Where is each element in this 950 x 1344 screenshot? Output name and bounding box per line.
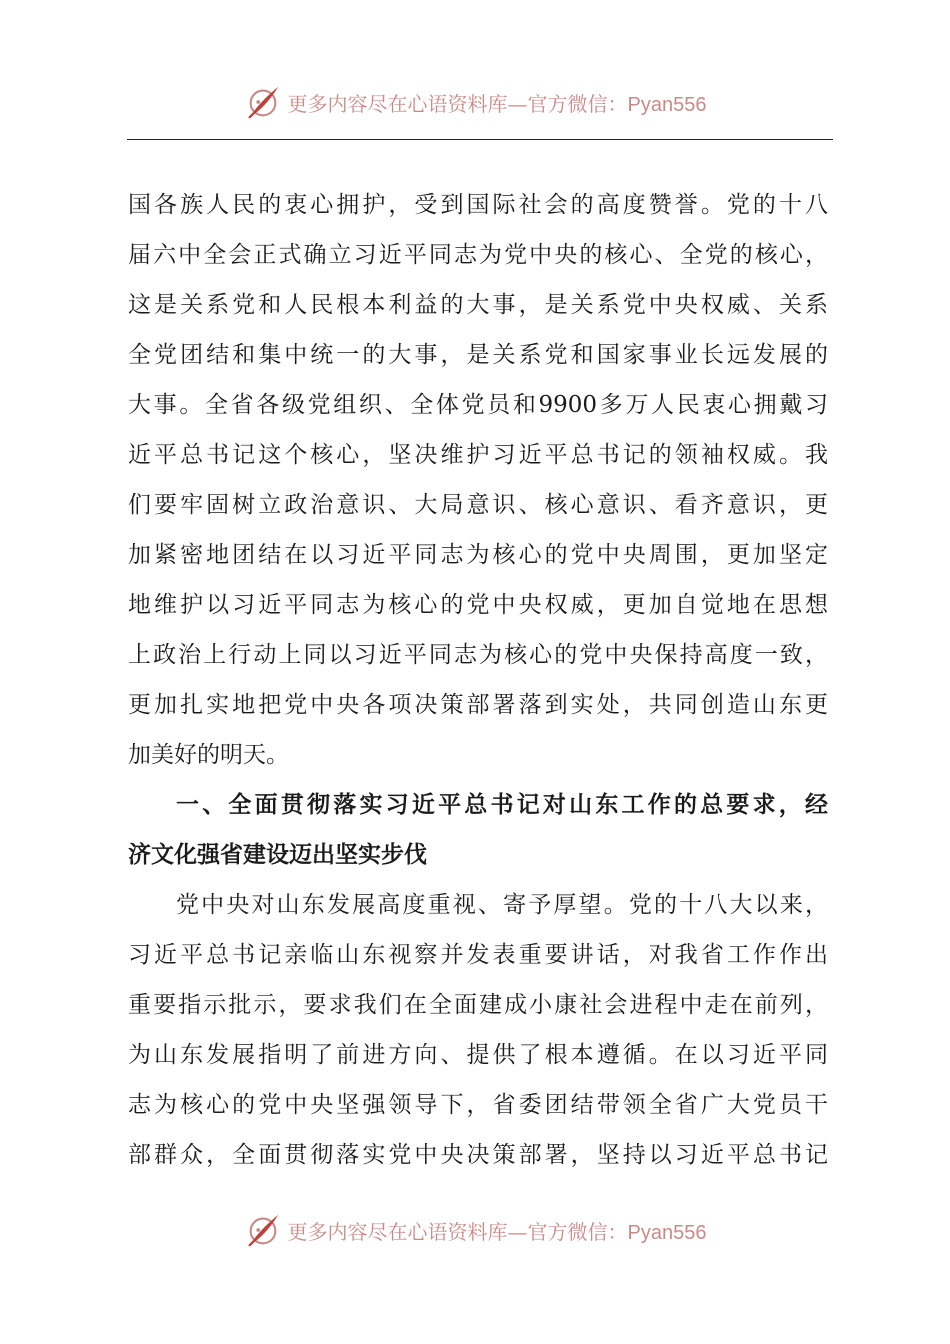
header-banner: [0, 80, 950, 124]
document-body: [128, 180, 828, 1180]
quill-logo-icon: [244, 83, 282, 121]
quill-logo-icon: [244, 1211, 282, 1249]
header-divider: [127, 139, 833, 140]
section-heading-line: 济文化强省建设迈出坚实步伐: [128, 842, 427, 868]
paragraph-1-line: 大事。全省各级党组织、全体党员和9900多万人民衷心拥戴习: [128, 392, 828, 418]
footer-banner-text: 更多内容尽在心语资料库—官方微信：Pyan556: [287, 1219, 707, 1244]
paragraph-2-line: 党中央对山东发展高度重视、寄予厚望。党的十八大以来，: [176, 892, 828, 918]
paragraph-1-line: 加美好的明天。: [128, 742, 289, 768]
paragraph-2-line: 志为核心的党中央坚强领导下，省委团结带领全省广大党员干: [128, 1092, 828, 1118]
paragraph-1-line: 国各族人民的衷心拥护，受到国际社会的高度赞誉。党的十八: [128, 192, 828, 218]
footer-banner: [0, 1208, 950, 1252]
paragraph-1-line: 们要牢固树立政治意识、大局意识、核心意识、看齐意识，更: [128, 492, 828, 518]
header-banner-id: Pyan556: [627, 93, 707, 116]
paragraph-1-line: 这是关系党和人民根本利益的大事，是关系党中央权威、关系: [128, 292, 828, 318]
paragraph-2-line: 为山东发展指明了前进方向、提供了根本遵循。在以习近平同: [128, 1042, 828, 1068]
section-heading-line: 一、全面贯彻落实习近平总书记对山东工作的总要求，经: [176, 792, 828, 818]
paragraph-1-line: 加紧密地团结在以习近平同志为核心的党中央周围，更加坚定: [128, 542, 828, 568]
paragraph-1-line: 更加扎实地把党中央各项决策部署落到实处，共同创造山东更: [128, 692, 828, 718]
header-banner-text: 更多内容尽在心语资料库—官方微信：Pyan556: [287, 91, 707, 116]
paragraph-2-line: 习近平总书记亲临山东视察并发表重要讲话，对我省工作作出: [128, 942, 828, 968]
paragraph-1-line: 地维护以习近平同志为核心的党中央权威，更加自觉地在思想: [128, 592, 828, 618]
footer-banner-id: Pyan556: [627, 1221, 707, 1244]
paragraph-2-line: 重要指示批示，要求我们在全面建成小康社会进程中走在前列，: [128, 992, 828, 1018]
paragraph-1-line: 届六中全会正式确立习近平同志为党中央的核心、全党的核心，: [128, 242, 828, 268]
paragraph-1-line: 上政治上行动上同以习近平同志为核心的党中央保持高度一致，: [128, 642, 828, 668]
paragraph-2-line: 部群众，全面贯彻落实党中央决策部署，坚持以习近平总书记: [128, 1142, 828, 1168]
paragraph-1-line: 近平总书记这个核心，坚决维护习近平总书记的领袖权威。我: [128, 442, 828, 468]
paragraph-1-line: 全党团结和集中统一的大事，是关系党和国家事业长远发展的: [128, 342, 828, 368]
